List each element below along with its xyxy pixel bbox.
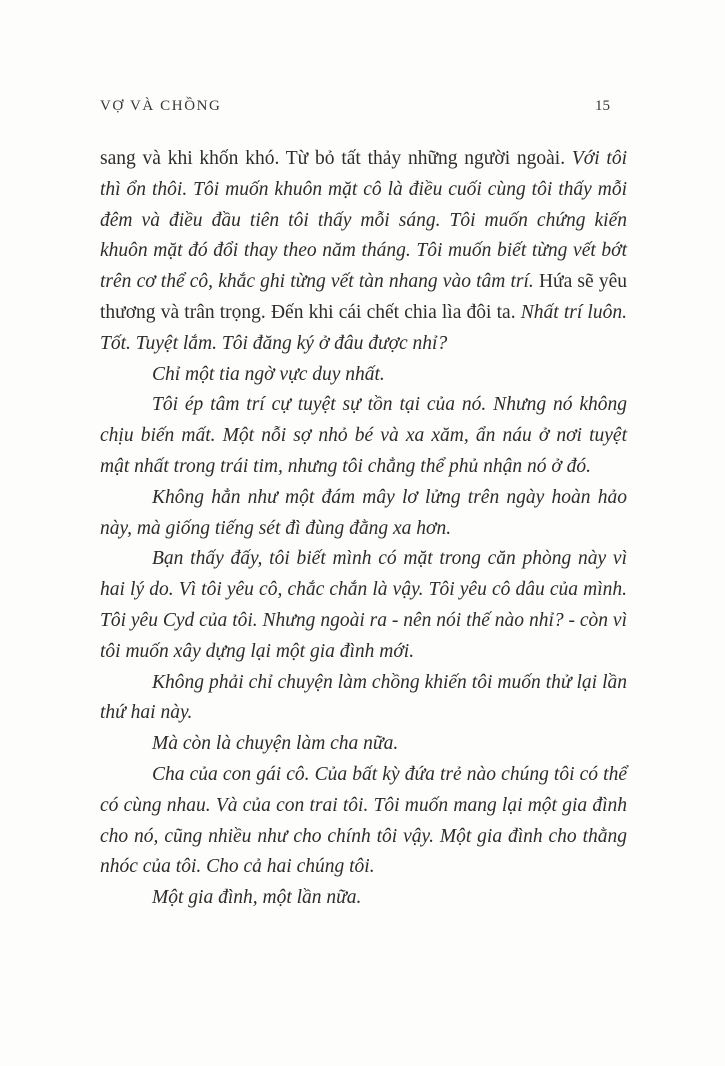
text-segment: Với tôi thì ổn thôi. Tôi muốn khuôn mặt cô là điều cuối cùng tôi thấy mỗi đêm và điều đầu tiên tôi thấy mỗi sáng. Tôi muốn chứng kiến khuôn mặt đó đổi thay theo năm tháng. Tôi muốn biết từng vết bớt trên cơ thể cô, khắc ghi từng vết tàn nhang vào tâm trí. <box>100 148 627 293</box>
running-title: VỢ VÀ CHỒNG <box>100 98 222 114</box>
paragraph <box>100 544 627 667</box>
text-segment: Cha của con gái cô. Của bất kỳ đứa trẻ nào chúng tôi có thể có cùng nhau. Và của con trai tôi. Tôi muốn mang lại một gia đình cho nó, cũng nhiều như cho chính tôi vậy. Một gia đình cho thằng nhóc của tôi. Cho cả hai chúng tôi. <box>100 763 627 878</box>
text-segment: Một gia đình, một lần nữa. <box>152 887 362 909</box>
page-body <box>100 144 627 914</box>
paragraph <box>100 483 627 545</box>
text-segment: Mà còn là chuyện làm cha nữa. <box>152 733 399 755</box>
text-segment: Chỉ một tia ngờ vực duy nhất. <box>152 363 385 385</box>
text-segment: Không hẳn như một đám mây lơ lửng trên ngày hoàn hảo này, mà giống tiếng sét đì đùng đằng xa hơn. <box>100 486 627 539</box>
paragraph <box>100 668 627 730</box>
page-number: 15 <box>595 98 610 114</box>
paragraph <box>100 729 627 760</box>
text-segment: Hứa sẽ yêu thương và trân trọng. Đến khi cái chết chia lìa đôi ta. <box>100 271 627 323</box>
paragraph <box>100 883 627 914</box>
text-segment: Không phải chỉ chuyện làm chồng khiến tôi muốn thử lại lần thứ hai này. <box>100 671 627 724</box>
paragraph <box>100 760 627 883</box>
paragraph <box>100 390 627 482</box>
text-segment: Bạn thấy đấy, tôi biết mình có mặt trong căn phòng này vì hai lý do. Vì tôi yêu cô, chắc chắn là vậy. Tôi yêu cô dâu của mình. Tôi yêu Cyd của tôi. Nhưng ngoài ra - nên nói thế nào nhỉ? - còn vì tôi muốn xây dựng lại một gia đình mới. <box>100 548 627 662</box>
page-header <box>100 97 627 115</box>
text-segment: Tôi ép tâm trí cự tuyệt sự tồn tại của nó. Nhưng nó không chịu biến mất. Một nỗi sợ nhỏ bé và xa xăm, ẩn náu ở nơi tuyệt mật nhất trong trái tim, nhưng tôi chẳng thể phủ nhận nó ở đó. <box>100 394 627 477</box>
paragraph <box>100 144 627 360</box>
paragraph <box>100 360 627 391</box>
text-segment: sang và khi khốn khó. Từ bỏ tất thảy những người ngoài. <box>100 148 572 169</box>
text-segment: Nhất trí luôn. Tốt. Tuyệt lắm. Tôi đăng ký ở đâu được nhỉ? <box>100 301 627 354</box>
